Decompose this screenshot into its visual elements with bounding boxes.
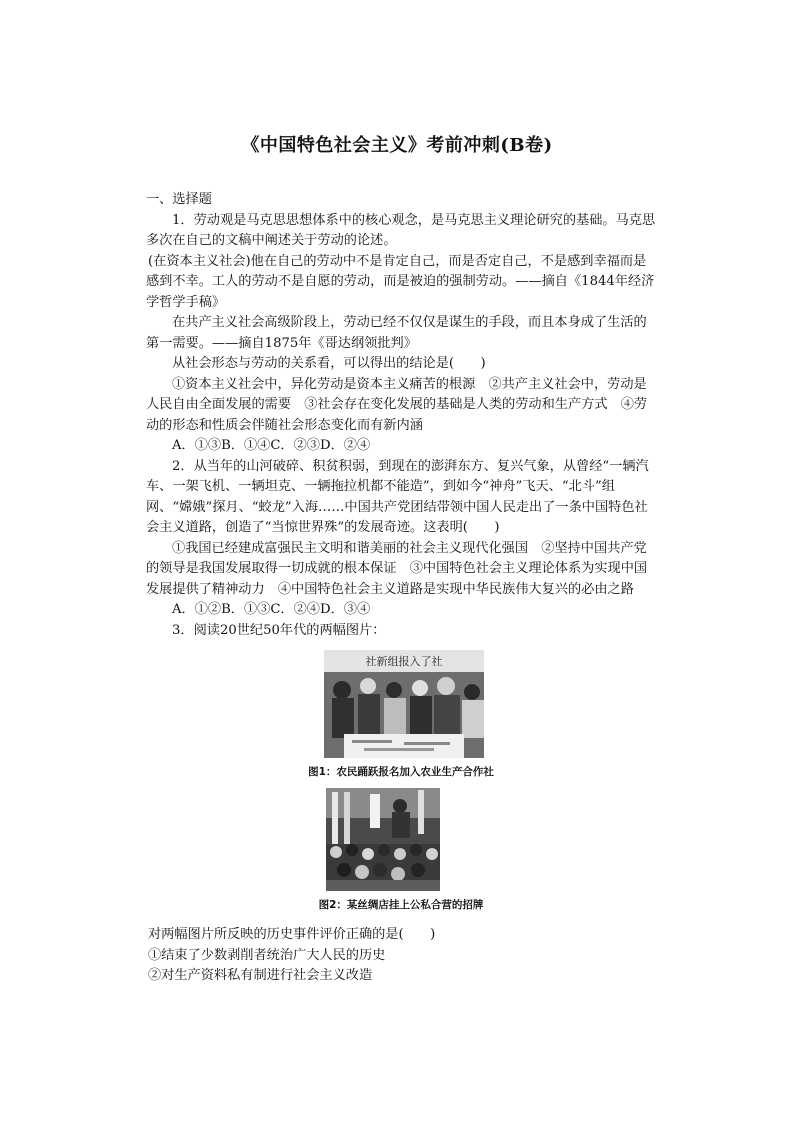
q1-statements: ①资本主义社会中，异化劳动是资本主义痛苦的根源 ②共产主义社会中，劳动是人民自由全面发展的需要 ③社会存在变化发展的基础是人类的劳动和生产方式 ④劳动的形态和性质会伴随社会形态变化而有新内涵: [146, 376, 648, 433]
figure-1-banner-text: 社新组报入了社: [365, 655, 443, 668]
q1-stem: 1．劳动观是马克思思想体系中的核心观念，是马克思主义理论研究的基础。马克思多次在自己的文稿中阐述关于劳动的论述。: [146, 212, 656, 248]
page-title: 《中国特色社会主义》考前冲刺(B卷): [241, 135, 553, 156]
figure-2-caption: 图2：某丝绸店挂上公私合营的招牌: [318, 899, 484, 911]
q3-stem: 3．阅读20世纪50年代的两幅图片：: [172, 622, 386, 638]
q1-options: A．①③B．①④C．②③D．②④: [172, 438, 371, 453]
figure-2-photo: [326, 788, 440, 891]
q1-quote-1: (在资本主义社会)他在自己的劳动中不是肯定自己，而是否定自己，不是感到幸福而是感到不幸。工人的劳动不是自愿的劳动，而是被迫的强制劳动。——摘自《1844年经济学哲学手稿》: [146, 253, 655, 310]
question-content: [146, 190, 656, 987]
q1-question: 从社会形态与劳动的关系看，可以得出的结论是( ): [172, 356, 486, 371]
q2-statements: ①我国已经建成富强民主文明和谐美丽的社会主义现代化强国 ②坚持中国共产党的领导是我国发展取得一切成就的根本保证 ③中国特色社会主义理论体系为实现中国发展提供了精神动力 ④中国特色社会主义道路是实现中华民族伟大复兴的必由之路: [146, 540, 648, 597]
figure-1-photo: [324, 650, 484, 758]
q2-stem: 2．从当年的山河破碎、积贫积弱，到现在的澎湃东方、复兴气象，从曾经“一辆汽车、一架飞机、一辆坦克、一辆拖拉机都不能造”，到如今“神舟”飞天、“北斗”组网、“嫦娥”探月、“蛟龙”入海……中国共产党团结带领中国人民走出了一条中国特色社会主义道路，创造了“当惊世界殊”的发展奇迹。这表明( ): [146, 458, 649, 535]
figure-1-caption: 图1：农民踊跃报名加入农业生产合作社: [308, 766, 494, 778]
q1-quote-2: 在共产主义社会高级阶段上，劳动已经不仅仅是谋生的手段，而且本身成了生活的第一需要。——摘自1875年《哥达纲领批判》: [146, 315, 647, 351]
q2-options: A．①②B．①③C．②④D．③④: [172, 602, 371, 617]
q3-question: 对两幅图片所反映的历史事件评价正确的是( ): [148, 927, 436, 942]
section-heading: 一、选择题: [146, 192, 212, 207]
q3-item-2: ②对生产资料私有制进行社会主义改造: [148, 968, 373, 983]
q3-item-1: ①结束了少数剥削者统治广大人民的历史: [148, 947, 386, 963]
